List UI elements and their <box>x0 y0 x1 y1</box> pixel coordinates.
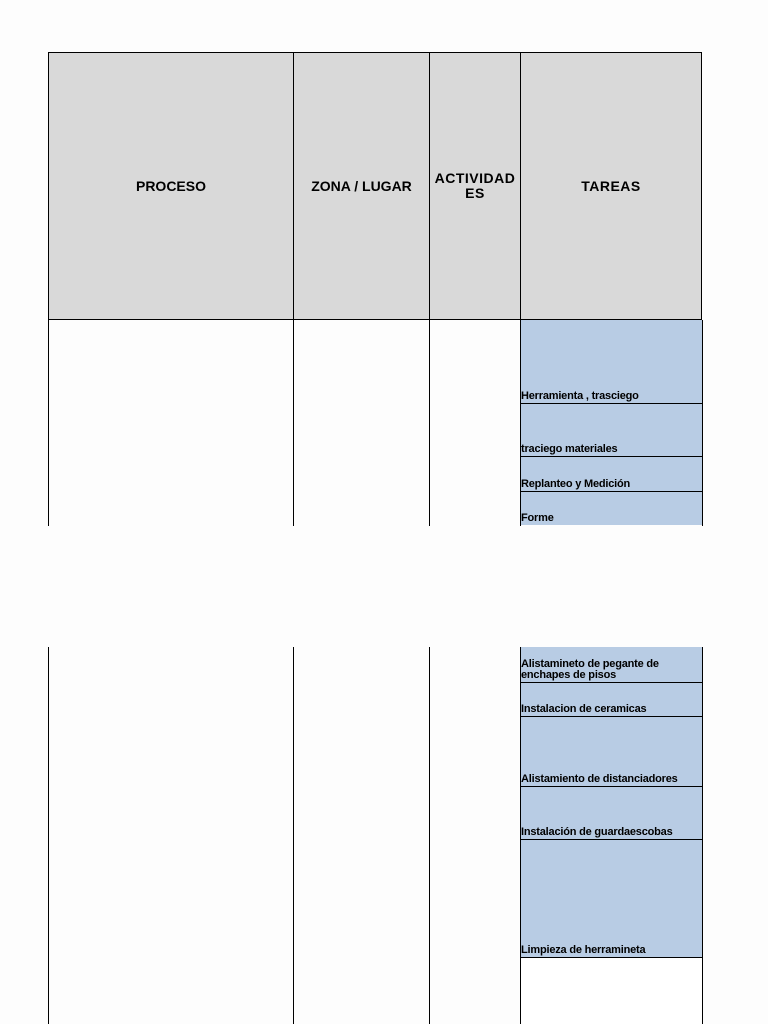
header-proceso-label: PROCESO <box>135 178 206 194</box>
task-label: Alistamiento de distanciadores <box>521 773 678 785</box>
column-divider <box>48 320 49 526</box>
column-divider <box>520 647 521 1024</box>
column-divider <box>293 320 294 526</box>
column-divider <box>702 647 703 1024</box>
column-divider <box>293 647 294 1024</box>
task-cell <box>520 840 702 958</box>
header-proceso <box>48 52 293 320</box>
header-zona-lugar <box>293 52 429 320</box>
header-zona-lugar-label: ZONA / LUGAR <box>311 178 412 194</box>
task-cell-empty <box>520 958 702 1024</box>
task-label: Replanteo y Medición <box>521 478 631 490</box>
header-actividades-label: ACTIVIDAD ES <box>434 170 516 201</box>
column-divider <box>429 320 430 526</box>
task-cell <box>520 404 702 457</box>
task-label: Herramienta , trasciego <box>521 390 639 402</box>
task-cell <box>520 492 702 525</box>
column-divider <box>48 647 49 1024</box>
task-label: traciego materiales <box>521 443 618 455</box>
task-cell <box>520 717 702 787</box>
task-label: Instalacion de ceramicas <box>521 703 647 715</box>
header-tareas <box>520 52 702 320</box>
column-divider <box>520 320 521 526</box>
column-divider <box>429 647 430 1024</box>
task-label: Instalación de guardaescobas <box>521 826 673 838</box>
task-label: Alistamineto de pegante de enchapes de pisos <box>521 658 659 681</box>
task-cell <box>520 457 702 492</box>
task-label: Forme <box>521 512 554 524</box>
header-tareas-label: TAREAS <box>581 178 641 194</box>
task-cell <box>520 320 702 404</box>
task-cell <box>520 683 702 717</box>
task-label: Limpieza de herramineta <box>521 944 646 956</box>
header-actividades <box>429 52 520 320</box>
column-divider <box>702 320 703 526</box>
task-cell <box>520 647 702 683</box>
task-cell <box>520 787 702 840</box>
